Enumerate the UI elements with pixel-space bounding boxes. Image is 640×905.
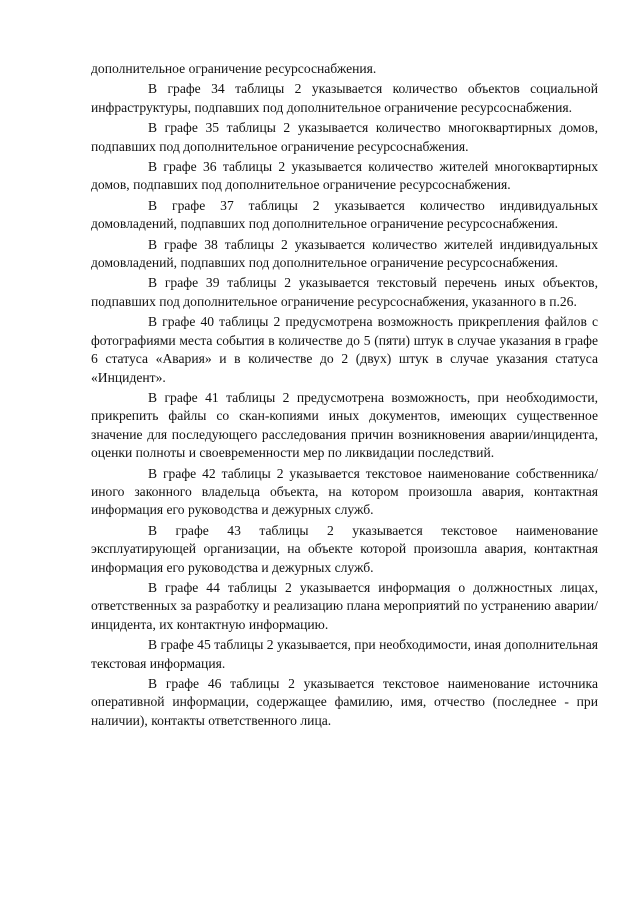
paragraph-column-44: В графе 44 таблицы 2 указывается информация о должностных лицах, ответственных за разработку и реализацию плана мероприятий по устранению аварии/инцидента, их контактную информацию.	[91, 579, 598, 632]
paragraph-column-39: В графе 39 таблицы 2 указывается текстовый перечень иных объектов, подпавших под дополнительное ограничение ресурсоснабжения, указанного в п.26.	[91, 275, 598, 309]
paragraph-column-45: В графе 45 таблицы 2 указывается, при необходимости, иная дополнительная текстовая информация.	[91, 637, 598, 671]
paragraph-column-34: В графе 34 таблицы 2 указывается количество объектов социальной инфраструктуры, подпавших под дополнительное ограничение ресурсоснабжения.	[91, 81, 598, 115]
paragraph-column-41: В графе 41 таблицы 2 предусмотрена возможность, при необходимости, прикрепить файлы со скан-копиями иных документов, имеющих существенное значение для последующего расследования причин возникновения аварии/инцидента, оценки полноты и своевременности мер по ликвидации последствий.	[91, 389, 598, 461]
paragraph-column-36: В графе 36 таблицы 2 указывается количество жителей многоквартирных домов, подпавших под дополнительное ограничение ресурсоснабжения.	[91, 159, 598, 193]
paragraph-column-37: В графе 37 таблицы 2 указывается количество индивидуальных домовладений, подпавших под дополнительное ограничение ресурсоснабжения.	[91, 197, 598, 232]
paragraph-column-35: В графе 35 таблицы 2 указывается количество многоквартирных домов, подпавших под дополнительное ограничение ресурсоснабжения.	[91, 120, 598, 154]
paragraph-column-42: В графе 42 таблицы 2 указывается текстовое наименование собственника/иного законного владельца объекта, на котором произошла авария, контактная информация его руководства и дежурных служб.	[91, 465, 598, 518]
paragraph-continuation: дополнительное ограничение ресурсоснабжения.	[91, 61, 377, 76]
paragraph-column-46: В графе 46 таблицы 2 указывается текстовое наименование источника оперативной информации, содержащее фамилию, имя, отчество (последнее - при наличии), контакты ответственного лица.	[91, 676, 598, 728]
paragraph-column-40: В графе 40 таблицы 2 предусмотрена возможность прикрепления файлов с фотографиями места события в количестве до 5 (пяти) штук в случае указания в графе 6 статуса «Авария» и в количестве до 2 (двух) штук в случае указания статуса «Инцидент».	[91, 314, 598, 385]
paragraph-column-38: В графе 38 таблицы 2 указывается количество жителей индивидуальных домовладений, подпавших под дополнительное ограничение ресурсоснабжения.	[91, 236, 598, 271]
paragraph-column-43: В графе 43 таблицы 2 указывается текстовое наименование эксплуатирующей организации, на объекте которой произошла авария, контактная информация его руководства и дежурных служб.	[91, 522, 598, 575]
